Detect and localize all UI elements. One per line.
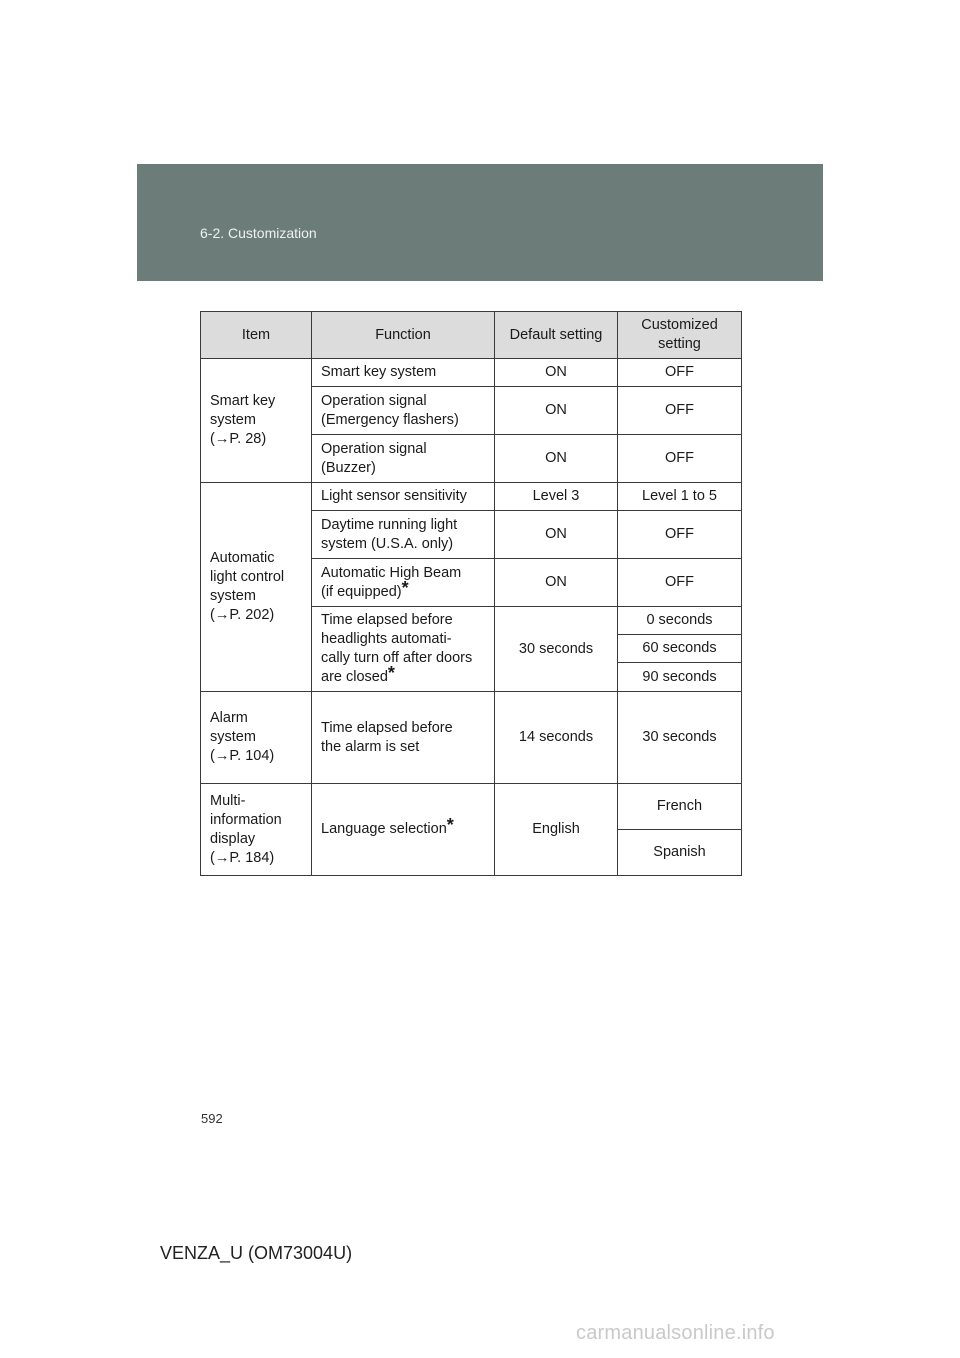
function-cell: [312, 511, 495, 559]
column-header-customized-setting-label: Customized setting: [641, 317, 718, 352]
item-cell: [201, 359, 312, 483]
text-line: (→P. 104): [210, 748, 275, 764]
customized-setting-cell: OFF: [618, 387, 742, 435]
customized-setting-cell: OFF: [618, 559, 742, 607]
customized-setting-cell: Spanish: [618, 830, 742, 876]
customization-table: [200, 311, 742, 876]
default-setting-cell: ON: [495, 359, 618, 387]
customized-setting-cell: 0 seconds: [618, 607, 742, 635]
function-cell: [312, 607, 495, 692]
text-line: Daytime running light: [321, 516, 458, 533]
text-line: light control: [210, 569, 285, 585]
default-setting-cell: ON: [495, 435, 618, 483]
customized-setting-cell: 60 seconds: [618, 635, 742, 663]
table-header-row: [201, 312, 742, 359]
footnote-asterisk: *: [387, 663, 395, 683]
function-cell: [312, 483, 495, 511]
default-setting-cell: ON: [495, 511, 618, 559]
table-row: [201, 784, 742, 830]
text-line: Smart key system: [321, 364, 437, 380]
text-line: (if equipped): [321, 583, 402, 600]
customized-setting-cell: OFF: [618, 435, 742, 483]
table-body: [201, 359, 742, 876]
table-row: [201, 483, 742, 511]
table-row: [201, 359, 742, 387]
text-line: Time elapsed before: [321, 719, 453, 736]
function-cell: [312, 435, 495, 483]
text-line: system: [210, 588, 256, 604]
column-header-customized-setting: [618, 312, 742, 359]
text-line: cally turn off after doors: [321, 650, 473, 666]
text-line: (→P. 184): [210, 849, 275, 866]
text-line: Smart key: [210, 393, 276, 409]
footnote-asterisk: *: [401, 577, 409, 598]
text-line: system (U.S.A. only): [321, 535, 454, 552]
customized-setting-cell: 30 seconds: [618, 692, 742, 784]
default-setting-cell: 14 seconds: [495, 692, 618, 784]
text-line: Automatic High Beam: [321, 564, 462, 581]
footnote-asterisk: *: [446, 815, 454, 835]
section-title: 6-2. Customization: [200, 225, 317, 241]
text-line: Light sensor sensitivity: [321, 488, 467, 504]
function-cell: [312, 559, 495, 607]
page-number: 592: [201, 1111, 223, 1126]
watermark: carmanualsonline.info: [576, 1322, 775, 1344]
customized-setting-cell: Level 1 to 5: [618, 483, 742, 511]
item-cell: [201, 483, 312, 692]
text-line: headlights automati-: [321, 631, 452, 647]
document-code: VENZA_U (OM73004U): [160, 1243, 353, 1263]
section-header-band: [137, 164, 823, 281]
default-setting-cell: ON: [495, 387, 618, 435]
text-line: Alarm: [210, 710, 248, 726]
function-cell: [312, 692, 495, 784]
default-setting-cell: 30 seconds: [495, 607, 618, 692]
column-header-function: Function: [312, 312, 495, 359]
item-cell: [201, 692, 312, 784]
text-line: are closed: [321, 669, 388, 685]
customized-setting-cell: OFF: [618, 359, 742, 387]
text-line: information: [210, 811, 282, 828]
function-cell: [312, 359, 495, 387]
column-header-item: Item: [201, 312, 312, 359]
customized-setting-cell: OFF: [618, 511, 742, 559]
customized-setting-cell: 90 seconds: [618, 663, 742, 692]
default-setting-cell: ON: [495, 559, 618, 607]
text-line: the alarm is set: [321, 738, 420, 755]
item-cell: [201, 784, 312, 876]
text-line: Operation signal: [321, 392, 427, 409]
default-setting-cell: English: [495, 784, 618, 876]
text-line: Multi-: [210, 792, 246, 809]
text-line: (Emergency flashers): [321, 411, 459, 428]
text-line: Automatic: [210, 550, 275, 566]
text-line: Time elapsed before: [321, 612, 453, 628]
customized-setting-cell: French: [618, 784, 742, 830]
text-line: system: [210, 729, 256, 745]
function-cell: [312, 784, 495, 876]
text-line: system: [210, 412, 256, 428]
default-setting-cell: Level 3: [495, 483, 618, 511]
text-line: (Buzzer): [321, 459, 376, 476]
function-cell: [312, 387, 495, 435]
text-line: Language selection: [321, 821, 447, 837]
text-line: (→P. 28): [210, 431, 267, 447]
column-header-default-setting: Default setting: [495, 312, 618, 359]
text-line: Operation signal: [321, 440, 427, 457]
text-line: display: [210, 830, 256, 847]
table-row: [201, 692, 742, 784]
text-line: (→P. 202): [210, 607, 275, 623]
